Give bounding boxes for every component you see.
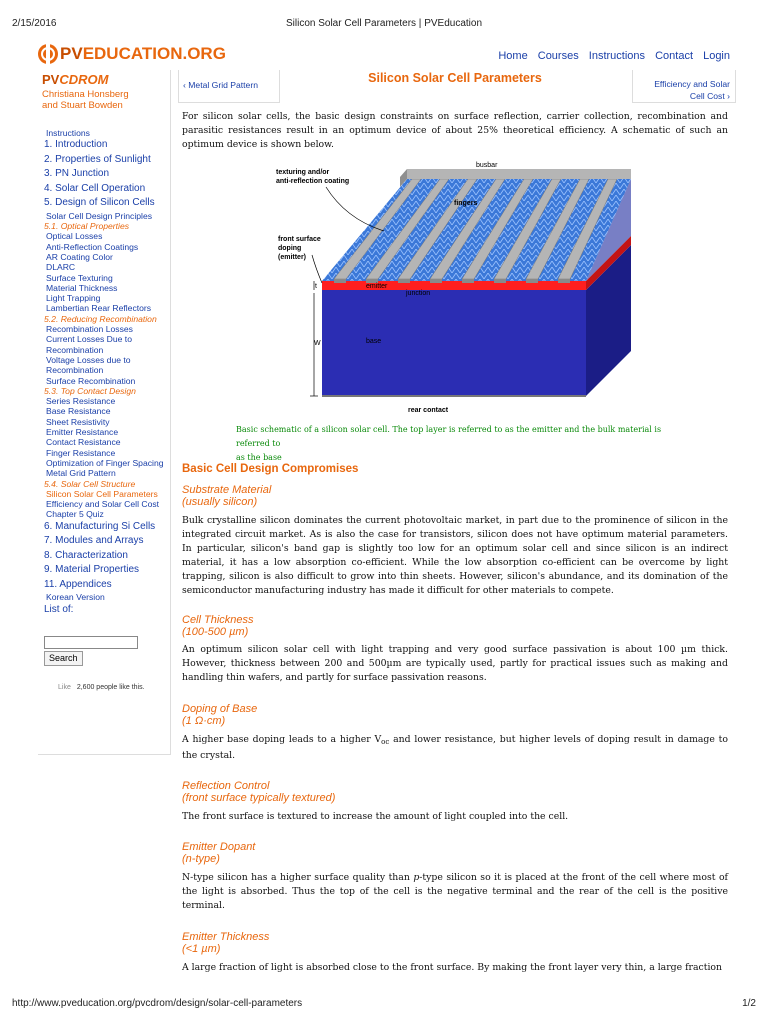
sidebar-item-chapter-5-quiz[interactable]: Chapter 5 Quiz — [46, 509, 104, 520]
sidebar-item-ar-coating-color[interactable]: AR Coating Color — [46, 251, 113, 262]
solar-cell-schematic — [276, 159, 636, 415]
page-title: Silicon Solar Cell Parameters — [368, 71, 542, 85]
emitter-dopant-title: Emitter Dopant — [182, 841, 256, 853]
sidebar-item-3-pn-junction[interactable]: 3. PN Junction — [44, 168, 110, 180]
nav-courses-link[interactable]: Courses — [537, 50, 579, 62]
finger-edge-3 — [398, 279, 410, 283]
print-url: http://www.pveducation.org/pvcdrom/design/solar-cell-parameters — [12, 998, 303, 1009]
sidebar-item-anti-reflection-coatings[interactable]: Anti-Reflection Coatings — [46, 241, 139, 252]
base-front-face — [322, 290, 586, 396]
label-rear-contact: rear contact — [408, 407, 449, 414]
label-base: base — [366, 338, 382, 345]
like-count: 2,600 people like this. — [76, 684, 145, 691]
logo-text-pv: PV — [60, 44, 83, 63]
sidebar-item-1-introduction[interactable]: 1. Introduction — [44, 139, 108, 151]
author-line-2: and Stuart Bowden — [42, 100, 123, 111]
label-fingers: fingers — [454, 200, 478, 207]
nav-home-link[interactable]: Home — [498, 50, 528, 62]
sidebar-item-6-manufacturing-si-cells[interactable]: 6. Manufacturing Si Cells — [44, 520, 156, 532]
next-page-link[interactable] — [635, 78, 730, 102]
thickness-subtitle: (100-500 µm) — [182, 626, 249, 638]
finger-edge-7 — [526, 279, 538, 283]
finger-edge-6 — [494, 279, 506, 283]
sidebar-item-optical-losses[interactable]: Optical Losses — [46, 231, 103, 242]
nav-instructions-link[interactable]: Instructions — [588, 50, 646, 62]
label-busbar: busbar — [476, 162, 498, 169]
sidebar-item-finger-resistance[interactable]: Finger Resistance — [46, 447, 116, 458]
top-navigation — [491, 50, 730, 62]
p-italic: p — [413, 872, 420, 883]
sidebar-item-5-1-optical-properties: 5.1. Optical Properties — [44, 221, 130, 232]
substrate-paragraph: Bulk crystalline silicon dominates the current photovoltaic market, in part due to the prominence of silicon in the integrated circuit market. As is also the case for transistors, silicon does not have optimum material parameters. In particular, silicon's band gap is slightly too low for an optimum solar cell and since silicon is an indirect material, it has a low absorption co-efficient. While the low absorption co-efficient can be overcome by light trapping, silicon is also difficult to grow into thin sheets. However, silicon's abundance, and its domination of the semiconductor manufacturing industry has made it difficult for other materials to compete. — [182, 515, 728, 596]
next-line-1: Efficiency and Solar — [654, 79, 730, 89]
sidebar-item-light-trapping[interactable]: Light Trapping — [46, 293, 101, 304]
emitter-thickness-subtitle: (<1 µm) — [182, 943, 221, 955]
sidebar-item-instructions[interactable]: Instructions — [46, 128, 90, 138]
voc-subscript: oc — [381, 738, 390, 746]
site-logo[interactable] — [38, 42, 226, 66]
base-doping-text-a: A higher base doping leads to a higher V — [182, 734, 382, 745]
thickness-heading — [182, 614, 254, 638]
base-doping-title: Doping of Base — [182, 703, 258, 715]
sidebar-item-11-appendices[interactable]: 11. Appendices — [44, 578, 112, 590]
sidebar-item-sheet-resistivity[interactable]: Sheet Resistivity — [46, 416, 110, 427]
print-footer — [0, 996, 768, 1024]
sidebar-item-metal-grid-pattern[interactable]: Metal Grid Pattern — [46, 468, 116, 479]
nav-contact-link[interactable]: Contact — [655, 50, 694, 62]
emitter-thickness-title: Emitter Thickness — [182, 931, 270, 943]
sidebar-nav — [44, 128, 170, 617]
sidebar-item-lambertian-rear-reflectors[interactable]: Lambertian Rear Reflectors — [46, 303, 152, 314]
facebook-like — [58, 684, 145, 691]
sidebar-item-series-resistance[interactable]: Series Resistance — [46, 396, 116, 407]
sidebar-item-surface-recombination[interactable]: Surface Recombination — [46, 375, 136, 386]
front-doping-callout — [312, 255, 322, 283]
sidebar-item-voltage-losses-due-to-recombination[interactable]: Voltage Losses due to Recombination — [46, 354, 131, 376]
author-line-1: Christiana Honsberg — [42, 89, 129, 100]
substrate-subtitle: (usually silicon) — [182, 496, 258, 508]
sidebar-item-8-characterization[interactable]: 8. Characterization — [44, 549, 128, 561]
label-front-2: doping — [278, 245, 302, 252]
base-doping-text-b: and lower resistance, but higher levels of doping result in damage to the crystal. — [182, 734, 728, 761]
sidebar-item-solar-cell-design-principles[interactable]: Solar Cell Design Principles — [46, 210, 153, 221]
thickness-paragraph: An optimum silicon solar cell with light trapping and very good surface passivation is about 100 µm thick. However, thickness between 200 and 500µm are typically used, partly for practical issues such as making and handling thin wafers, and partly for surface passivation reasons. — [182, 644, 728, 683]
pvcdrom-title — [42, 72, 108, 87]
prev-page-box — [178, 70, 280, 103]
thickness-title: Cell Thickness — [182, 614, 254, 626]
sidebar-item-current-losses-due-to-recombination[interactable]: Current Losses Due to Recombination — [46, 334, 132, 355]
sidebar-item-recombination-losses[interactable]: Recombination Losses — [46, 324, 133, 335]
emitter-thickness-heading — [182, 931, 269, 955]
reflection-title: Reflection Control — [182, 780, 270, 792]
pvcdrom-pv: PV — [42, 72, 60, 87]
sidebar-item-korean-version[interactable]: Korean Version — [46, 592, 105, 603]
sidebar-item-list-of[interactable]: List of: — [44, 603, 74, 615]
busbar-shape — [407, 169, 631, 179]
print-header — [0, 0, 768, 28]
sidebar-item-9-material-properties[interactable]: 9. Material Properties — [44, 564, 140, 576]
base-doping-paragraph — [182, 733, 728, 763]
next-page-box — [632, 70, 736, 103]
label-junction: junction — [406, 290, 431, 297]
sidebar-item-surface-texturing[interactable]: Surface Texturing — [46, 272, 113, 283]
reflection-heading — [182, 780, 335, 804]
sidebar-item-2-properties-of-sunlight[interactable]: 2. Properties of Sunlight — [44, 153, 151, 165]
next-line-2: Cell Cost › — [689, 91, 730, 101]
label-w: W — [314, 340, 321, 347]
sidebar-item-7-modules-and-arrays[interactable]: 7. Modules and Arrays — [44, 535, 144, 547]
label-t: t — [315, 283, 317, 290]
search-button[interactable]: Search — [44, 651, 83, 666]
emitter-thickness-paragraph: A large fraction of light is absorbed close to the front surface. By making the front layer very thin, a large fraction — [182, 962, 723, 973]
nav-login-link[interactable]: Login — [703, 50, 730, 62]
sidebar-item-silicon-solar-cell-parameters[interactable]: Silicon Solar Cell Parameters — [46, 488, 158, 499]
print-page-number: 1/2 — [742, 998, 756, 1009]
emitter-front-face — [322, 281, 586, 290]
sidebar-item-efficiency-and-solar-cell-cost[interactable]: Efficiency and Solar Cell Cost — [46, 499, 160, 510]
emitter-dopant-text-a: N-type silicon has a higher surface quality than — [182, 872, 414, 883]
label-emitter: emitter — [366, 283, 388, 290]
caption-line-1: Basic schematic of a silicon solar cell. The top layer is referred to as the emitter and the bulk material is referred to — [236, 425, 662, 448]
sidebar-item-base-resistance[interactable]: Base Resistance — [46, 406, 111, 417]
section-heading: Basic Cell Design Compromises — [182, 463, 359, 475]
label-texturing-1: texturing and/or — [276, 169, 330, 176]
substrate-title: Substrate Material — [182, 484, 272, 496]
sun-logo-icon — [38, 44, 58, 64]
like-button[interactable]: Like — [58, 684, 71, 691]
finger-edge-4 — [430, 279, 442, 283]
emitter-dopant-text-b: -type silicon so it is placed at the front of the cell where most of the light is absorbed. Thus the top of the cell is the negative terminal and the rear of the cell is the positive terminal. — [182, 872, 728, 911]
sidebar-item-4-solar-cell-operation[interactable]: 4. Solar Cell Operation — [44, 182, 146, 194]
emitter-dopant-subtitle: (n-type) — [182, 853, 220, 865]
substrate-heading — [182, 484, 271, 508]
finger-edge-1 — [334, 279, 346, 283]
label-texturing-2: anti-reflection coating — [276, 178, 350, 185]
prev-page-link[interactable]: ‹ Metal Grid Pattern — [183, 80, 258, 90]
label-front-1: front surface — [278, 236, 321, 243]
reflection-paragraph: The front surface is textured to increase the amount of light coupled into the cell. — [182, 811, 569, 822]
emitter-dopant-heading — [182, 841, 255, 865]
sidebar-item-5-design-of-silicon-cells[interactable]: 5. Design of Silicon Cells — [44, 197, 155, 209]
caption-line-2: as the base — [236, 453, 282, 462]
finger-edge-8 — [558, 279, 570, 283]
figure-caption — [236, 423, 686, 465]
print-title: Silicon Solar Cell Parameters | PVEducation — [285, 18, 483, 29]
sidebar-item-contact-resistance[interactable]: Contact Resistance — [46, 437, 121, 448]
base-doping-heading — [182, 703, 257, 727]
reflection-subtitle: (front surface typically textured) — [182, 792, 336, 804]
sidebar-item-emitter-resistance[interactable]: Emitter Resistance — [46, 427, 119, 438]
sidebar-item-5-2-reducing-recombination: 5.2. Reducing Recombination — [44, 313, 157, 324]
finger-edge-5 — [462, 279, 474, 283]
search-input[interactable] — [44, 636, 138, 649]
emitter-dopant-paragraph — [182, 871, 728, 913]
pvcdrom-cdrom: CDROM — [59, 72, 109, 87]
authors — [42, 89, 129, 111]
sidebar-item-5-3-top-contact-design: 5.3. Top Contact Design — [44, 385, 136, 396]
base-doping-subtitle: (1 Ω·cm) — [182, 715, 226, 727]
intro-paragraph: For silicon solar cells, the basic design constraints on surface reflection, carrier collection, recombination and parasitic resistances result in an optimum device of about 25% theoretical efficiency. A schematic of such an optimum device is shown below. — [182, 111, 728, 150]
label-front-3: (emitter) — [278, 254, 307, 261]
sidebar-item-5-4-solar-cell-structure: 5.4. Solar Cell Structure — [44, 478, 136, 489]
logo-text-education: EDUCATION.ORG — [82, 44, 226, 63]
sidebar-item-material-thickness[interactable]: Material Thickness — [46, 282, 118, 293]
sidebar-item-optimization-of-finger-spacing[interactable]: Optimization of Finger Spacing — [46, 457, 164, 468]
sidebar-item-dlarc[interactable]: DLARC — [46, 262, 76, 273]
print-date: 2/15/2016 — [12, 18, 57, 29]
